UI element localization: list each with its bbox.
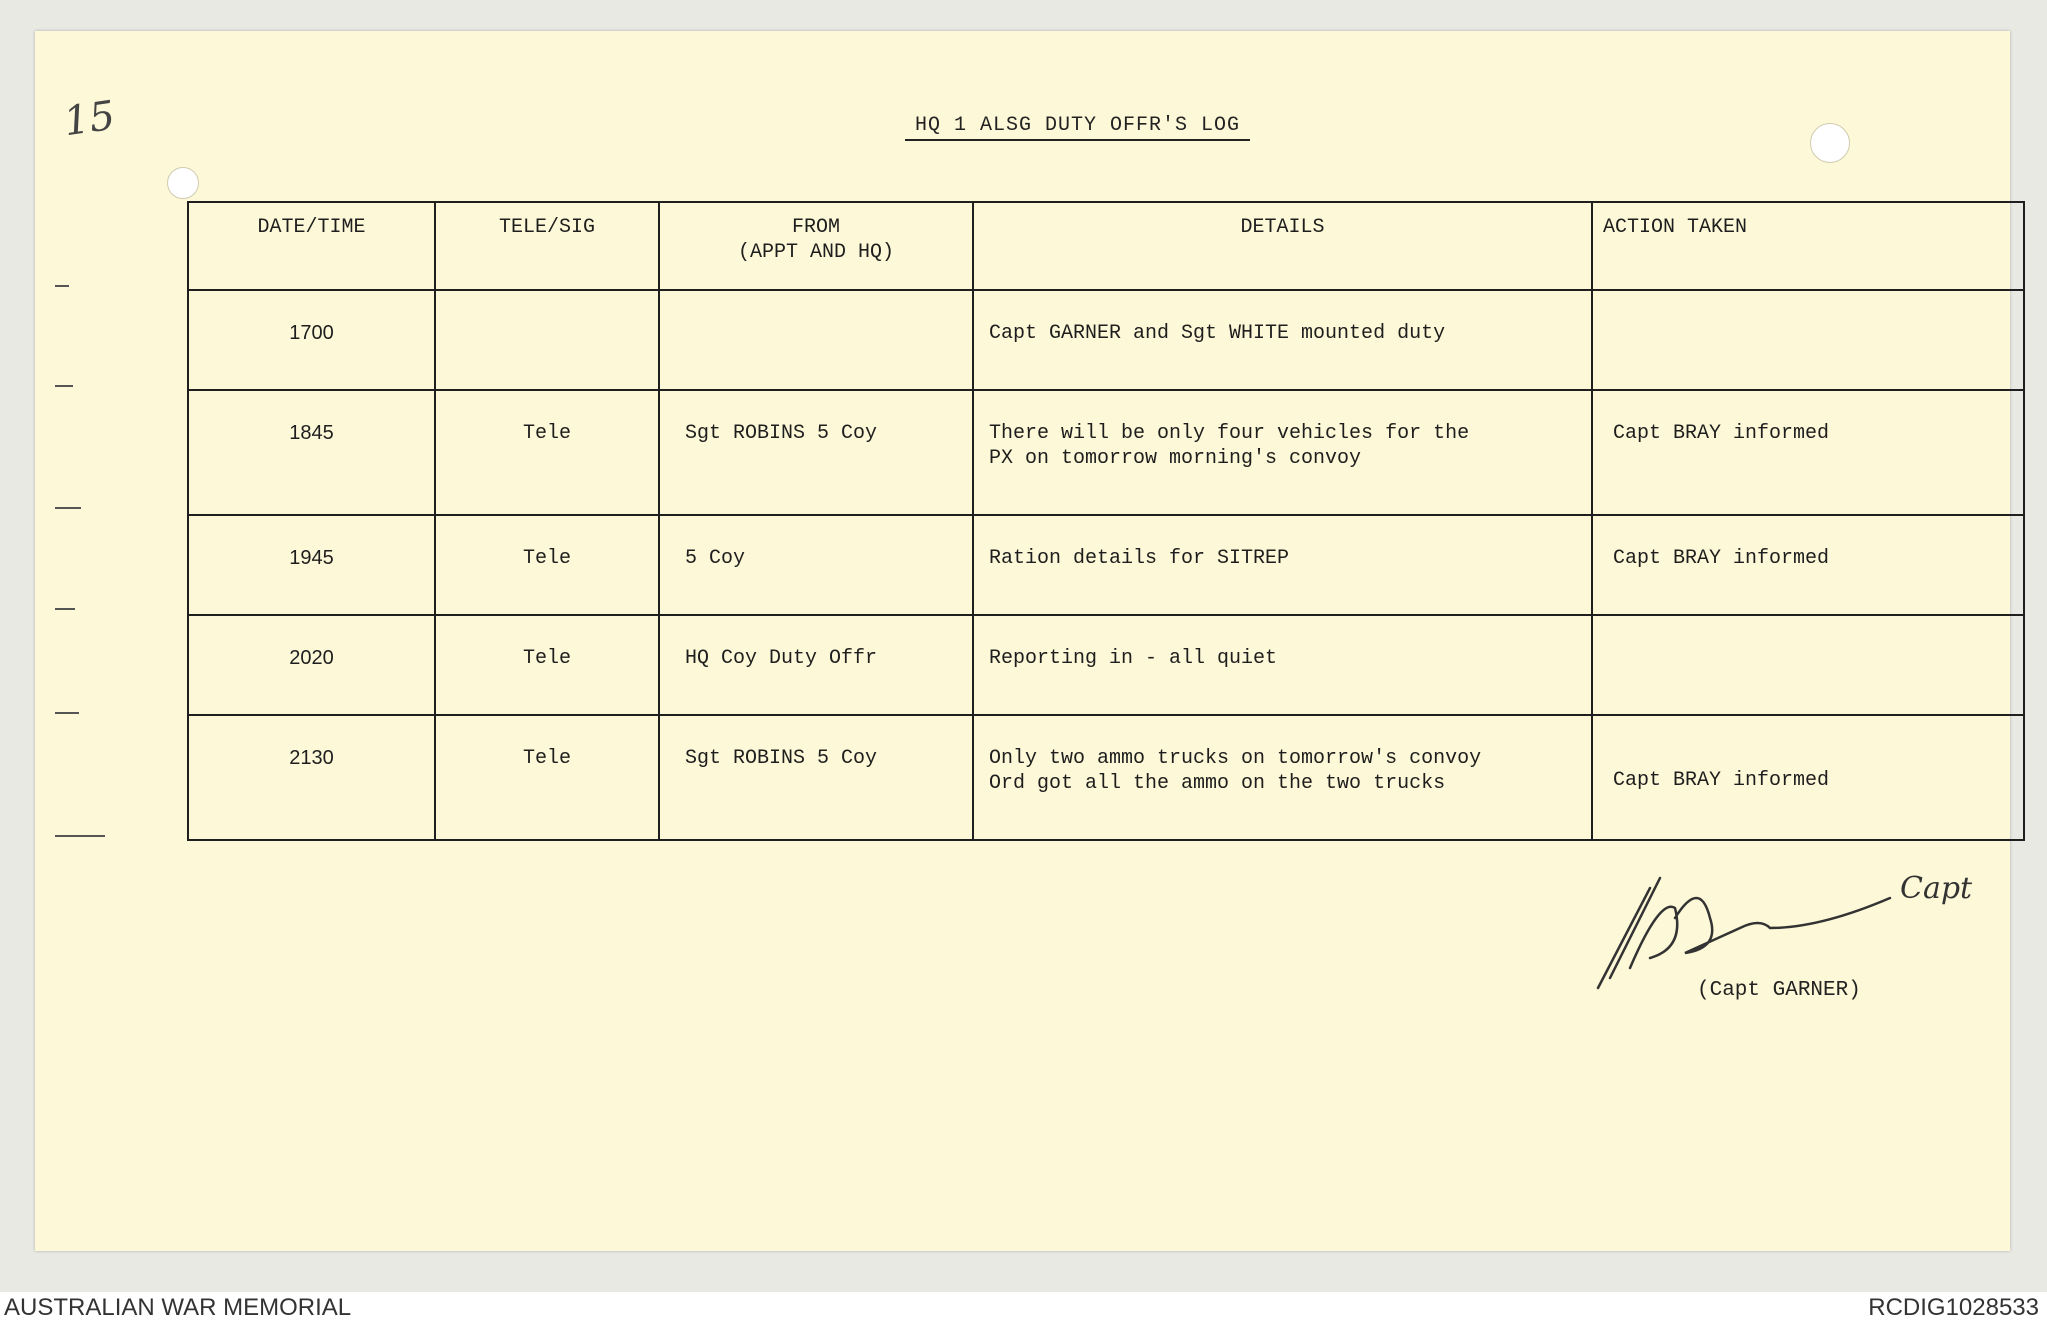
cell-from: Sgt ROBINS 5 Coy	[659, 715, 973, 840]
margin-tick	[55, 285, 69, 287]
cell-from: 5 Coy	[659, 515, 973, 615]
column-header-tele-sig: TELE/SIG	[435, 202, 659, 290]
table-row	[188, 615, 2024, 715]
image-id-label: RCDIG1028533	[1868, 1294, 2039, 1321]
details-line: Ration details for SITREP	[989, 547, 1290, 570]
archive-footer	[0, 1292, 2047, 1326]
handwritten-signature	[1590, 858, 1990, 998]
table-header-row	[188, 202, 2024, 290]
cell-from	[659, 290, 973, 390]
cell-details	[973, 515, 1592, 615]
margin-tick	[55, 835, 105, 837]
duty-log-table	[187, 201, 2025, 841]
column-header-from-line1: FROM	[791, 216, 840, 239]
margin-tick	[55, 507, 81, 509]
punch-hole	[167, 167, 199, 199]
margin-tick	[55, 712, 79, 714]
table-row	[188, 715, 2024, 840]
cell-from: HQ Coy Duty Offr	[659, 615, 973, 715]
column-header-from	[659, 202, 973, 290]
folio-number: 15	[61, 92, 118, 146]
cell-tele: Tele	[435, 715, 659, 840]
cell-time: 1845	[188, 390, 435, 515]
cell-action	[1592, 615, 2024, 715]
column-header-from-line2: (APPT AND HQ)	[737, 241, 895, 264]
table-row	[188, 390, 2024, 515]
log-title: HQ 1 ALSG DUTY OFFR'S LOG	[905, 114, 1250, 141]
cell-details	[973, 615, 1592, 715]
details-line: Only two ammo trucks on tomorrow's convoy	[989, 747, 1482, 770]
details-line: PX on tomorrow morning's convoy	[989, 447, 1362, 470]
table-row	[188, 515, 2024, 615]
cell-time: 1945	[188, 515, 435, 615]
details-line: Ord got all the ammo on the two trucks	[989, 772, 1446, 795]
cell-tele	[435, 290, 659, 390]
cell-action: Capt BRAY informed	[1592, 515, 2024, 615]
signature-name: (Capt GARNER)	[1697, 979, 1861, 1002]
cell-time: 2020	[188, 615, 435, 715]
cell-details	[973, 715, 1592, 840]
cell-tele: Tele	[435, 390, 659, 515]
cell-action: Capt BRAY informed	[1592, 390, 2024, 515]
column-header-action-taken: ACTION TAKEN	[1592, 202, 2024, 290]
cell-action: Capt BRAY informed	[1592, 715, 2024, 840]
margin-tick	[55, 385, 73, 387]
signature-rank-text: Capt	[1900, 871, 1973, 906]
details-line: There will be only four vehicles for the	[989, 422, 1470, 445]
margin-tick	[55, 608, 75, 610]
table-row	[188, 290, 2024, 390]
cell-from: Sgt ROBINS 5 Coy	[659, 390, 973, 515]
cell-tele: Tele	[435, 515, 659, 615]
details-line: Capt GARNER and Sgt WHITE mounted duty	[989, 322, 1446, 345]
cell-time: 1700	[188, 290, 435, 390]
column-header-details: DETAILS	[973, 202, 1592, 290]
cell-details	[973, 290, 1592, 390]
cell-tele: Tele	[435, 615, 659, 715]
cell-details	[973, 390, 1592, 515]
column-header-date-time: DATE/TIME	[188, 202, 435, 290]
details-line: Reporting in - all quiet	[989, 647, 1278, 670]
cell-time: 2130	[188, 715, 435, 840]
cell-action	[1592, 290, 2024, 390]
institution-label: AUSTRALIAN WAR MEMORIAL	[4, 1294, 352, 1321]
punch-hole	[1810, 123, 1850, 163]
